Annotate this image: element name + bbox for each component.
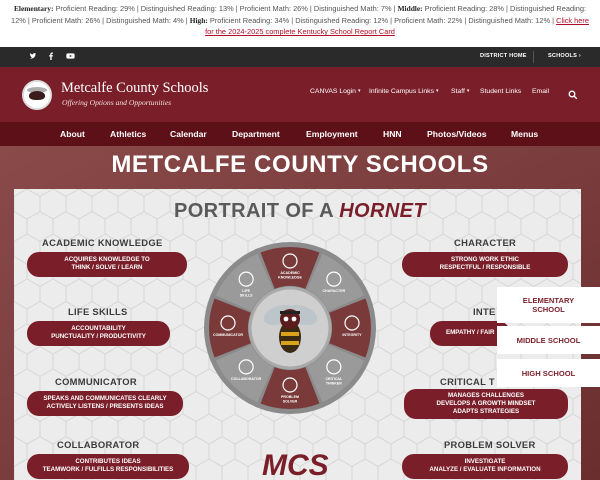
- critical-thinker-heading: CRITICAL T: [440, 376, 495, 387]
- high-stats: Proficient Reading: 34% | Distinguished Reading: 12% | Proficient Math: 22% |: [209, 15, 467, 25]
- utility-bar: [0, 47, 600, 67]
- wheel-label: ACADEMIC: [280, 271, 300, 275]
- high-stats-cont: Distinguished Math: 12% |: [468, 15, 555, 25]
- collaborator-pill: [27, 454, 189, 479]
- high-label: High:: [189, 15, 208, 25]
- middle-school-label: MIDDLE SCHOOL: [516, 336, 581, 345]
- communicator-text1: SPEAKS AND COMMUNICATES CLEARLY: [43, 395, 167, 402]
- academic-knowledge-heading: ACADEMIC KNOWLEDGE: [42, 237, 163, 248]
- elementary-school-label: ELEMENTARY SCHOOL: [522, 296, 575, 314]
- elementary-school-button[interactable]: [497, 287, 600, 323]
- caret-down-icon: ▾: [435, 88, 439, 94]
- twitter-icon[interactable]: [27, 52, 39, 63]
- critical-thinker-text2: DEVELOPS A GROWTH MINDSET: [436, 399, 536, 407]
- life-skills-text2: PUNCTUALITY / PRODUCTIVITY: [51, 333, 146, 341]
- nav-about[interactable]: About: [60, 129, 85, 139]
- collaborator-heading: COLLABORATOR: [57, 439, 140, 450]
- life-skills-heading: LIFE SKILLS: [68, 306, 128, 317]
- site-title[interactable]: Metcalfe County Schools: [61, 80, 209, 96]
- middle-label: Middle:: [397, 4, 423, 13]
- email-link[interactable]: Email: [532, 88, 549, 95]
- logo-hornet-body: [29, 91, 45, 100]
- wheel-label: CHARACTER: [322, 289, 346, 294]
- critical-thinker-pill: [404, 389, 568, 419]
- wheel-label: LIFE: [242, 289, 251, 294]
- high-school-button[interactable]: [497, 359, 600, 387]
- nav-menus[interactable]: Menus: [511, 129, 539, 139]
- wheel-label: PROBLEM: [281, 395, 299, 399]
- canvas-login-label: CANVAS Login: [310, 88, 356, 95]
- integrity-text1: EMPATHY / FAIR: [446, 329, 495, 336]
- youtube-icon[interactable]: [64, 52, 76, 63]
- schools-label: SCHOOLS: [548, 53, 578, 59]
- middle-school-button[interactable]: [497, 326, 600, 354]
- report-card-link[interactable]: Click here for the 2024-2025 complete Kentucky School Report Card: [205, 15, 589, 37]
- main-nav: [0, 122, 600, 146]
- student-links-link[interactable]: Student Links: [480, 88, 522, 95]
- canvas-login-menu[interactable]: [310, 88, 360, 95]
- report-card-banner: [0, 0, 600, 47]
- life-skills-pill: [27, 321, 170, 346]
- mcs-wordmark: MCS: [262, 449, 329, 480]
- wheel-label: SKILLS: [239, 293, 253, 298]
- character-heading: CHARACTER: [454, 237, 517, 248]
- character-text2: RESPECTFUL / RESPONSIBLE: [439, 264, 531, 272]
- elementary-stats: Proficient Reading: 29% | Distinguished Reading: 13% | Proficient Math: 26% | Distinguished Math: 7% |: [55, 4, 396, 13]
- academic-knowledge-text2: THINK / SOLVE / LEARN: [71, 264, 143, 272]
- middle-stats: Proficient Reading: 28% | Distinguished Reading: 12% | Proficient Math: 26% | Distinguished Math: 4% |: [11, 4, 586, 25]
- character-pill: [402, 252, 568, 277]
- infinite-campus-label: Infinite Campus Links: [369, 88, 434, 95]
- problem-solver-text1: INVESTIGATE: [464, 458, 506, 465]
- district-home-link[interactable]: DISTRICT HOME: [480, 53, 527, 59]
- chevron-right-icon: ›: [578, 53, 581, 59]
- nav-employment[interactable]: Employment: [306, 129, 358, 139]
- hero-title: METCALFE COUNTY SCHOOLS: [111, 151, 489, 178]
- nav-athletics[interactable]: Athletics: [110, 129, 147, 139]
- poster-title-prefix: PORTRAIT OF A: [173, 200, 334, 222]
- poster-title-hornet: HORNET: [339, 200, 427, 222]
- nav-department[interactable]: Department: [232, 129, 280, 139]
- staff-label: Staff: [451, 88, 465, 95]
- wheel-label: INTEGRITY: [342, 333, 362, 337]
- utility-divider: [533, 51, 534, 63]
- staff-menu[interactable]: [451, 88, 469, 95]
- communicator-heading: COMMUNICATOR: [55, 376, 137, 387]
- portrait-wheel: [203, 241, 377, 415]
- nav-photos-videos[interactable]: Photos/Videos: [427, 129, 487, 139]
- problem-solver-heading: PROBLEM SOLVER: [444, 439, 536, 450]
- wheel-label: KNOWLEDGE: [278, 275, 302, 280]
- caret-down-icon: ▾: [466, 88, 470, 94]
- collaborator-text2: TEAMWORK / FULFILLS RESPONSIBILITIES: [42, 466, 174, 474]
- search-icon[interactable]: [568, 87, 578, 97]
- schools-dropdown[interactable]: [548, 53, 581, 59]
- wheel-label: SOLVER: [282, 399, 298, 404]
- problem-solver-text2: ANALYZE / EVALUATE INFORMATION: [429, 466, 541, 474]
- hornet-logo[interactable]: [22, 80, 52, 110]
- wheel-label: THINKER: [325, 381, 342, 386]
- high-school-label: HIGH SCHOOL: [521, 369, 576, 378]
- communicator-text2: ACTIVELY LISTENS / PRESENTS IDEAS: [46, 403, 164, 411]
- academic-knowledge-text1: ACQUIRES KNOWLEDGE TO: [64, 256, 150, 263]
- communicator-pill: [27, 391, 183, 416]
- character-text1: STRONG WORK ETHIC: [450, 256, 520, 263]
- critical-thinker-text1: MANAGES CHALLENGES: [448, 392, 524, 399]
- collaborator-text1: CONTRIBUTES IDEAS: [75, 458, 141, 465]
- elementary-label: Elementary:: [14, 4, 54, 13]
- critical-thinker-text3: ADAPTS STRATEGIES: [452, 407, 520, 415]
- nav-calendar[interactable]: Calendar: [170, 129, 207, 139]
- site-tagline: Offering Options and Opportunities: [62, 98, 172, 107]
- poster-title: [0, 200, 600, 223]
- facebook-icon[interactable]: [45, 52, 57, 63]
- integrity-heading: INTE: [473, 306, 496, 317]
- wheel-label: CRITICAL: [325, 376, 343, 381]
- life-skills-text1: ACCOUNTABILITY: [71, 325, 126, 332]
- problem-solver-pill: [402, 454, 568, 479]
- academic-knowledge-pill: [27, 252, 187, 277]
- nav-hnn[interactable]: HNN: [383, 129, 402, 139]
- caret-down-icon: ▾: [357, 88, 361, 94]
- wheel-label: COMMUNICATOR: [212, 333, 244, 337]
- wheel-label: COLLABORATOR: [231, 376, 262, 381]
- infinite-campus-menu[interactable]: [369, 88, 439, 95]
